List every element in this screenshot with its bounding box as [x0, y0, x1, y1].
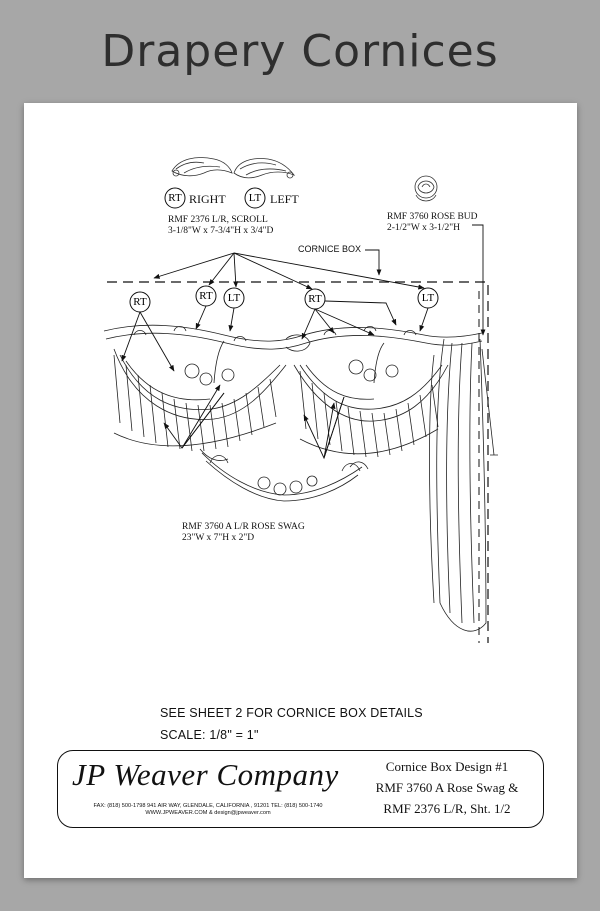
rosebud-ornament [415, 176, 437, 201]
callout-tag-1: RT [133, 296, 147, 308]
rosebud-label [387, 212, 478, 234]
rosebud-label-line1: RMF 3760 ROSE BUD [387, 212, 478, 222]
rose-swag [104, 325, 482, 457]
rosebud-label-line2: 2-1/2"W x 3-1/2"H [387, 223, 461, 233]
design-line-1: Cornice Box Design #1 [385, 759, 509, 774]
legend-right-tag: RT [168, 192, 182, 204]
design-line-3: RMF 2376 L/R, Sht. 1/2 [383, 801, 511, 816]
scroll-label-line2: 3-1/8"W x 7-3/4"H x 3/4"D [168, 226, 274, 236]
legend-right-word: RIGHT [189, 192, 226, 206]
cornice-box-label: CORNICE BOX [298, 244, 362, 254]
design-line-2: RMF 3760 A Rose Swag & [375, 780, 519, 795]
legend-left-word: LEFT [270, 192, 299, 206]
scroll-ornament-right [172, 158, 232, 177]
lower-swag [200, 449, 368, 501]
title-block [57, 750, 544, 828]
scroll-ornament-left [234, 159, 294, 178]
contact-line-1: FAX: (818) 500-1798 941 AIR WAY, GLENDALE, CALIFORNIA , 91201 TEL: (818) 500-1740 [93, 803, 323, 809]
design-description [356, 756, 538, 819]
callout-tag-4: RT [308, 293, 322, 305]
company-name: JP Weaver Company [72, 757, 339, 792]
scroll-label [168, 215, 273, 237]
callout-tag-2: RT [199, 290, 213, 302]
scroll-label-line1: RMF 2376 L/R, SCROLL [168, 215, 268, 225]
drawing-sheet [24, 103, 577, 878]
note-sheet: SEE SHEET 2 FOR CORNICE BOX DETAILS [160, 706, 423, 720]
legend-left-tag: LT [248, 192, 262, 204]
page-title: Drapery Cornices [101, 26, 499, 77]
contact-line-2: WWW.JPWEAVER.COM & design@jpweaver.com [145, 810, 271, 816]
swag-label-line2: 23"W x 7"H x 2"D [182, 533, 255, 543]
callout-tag-3: LT [227, 292, 241, 304]
swag-label-line1: RMF 3760 A L/R ROSE SWAG [182, 522, 305, 532]
swag-label [182, 522, 305, 544]
callout-tag-5: LT [421, 292, 435, 304]
company-contact [68, 803, 348, 817]
note-scale: SCALE: 1/8" = 1" [160, 728, 259, 742]
